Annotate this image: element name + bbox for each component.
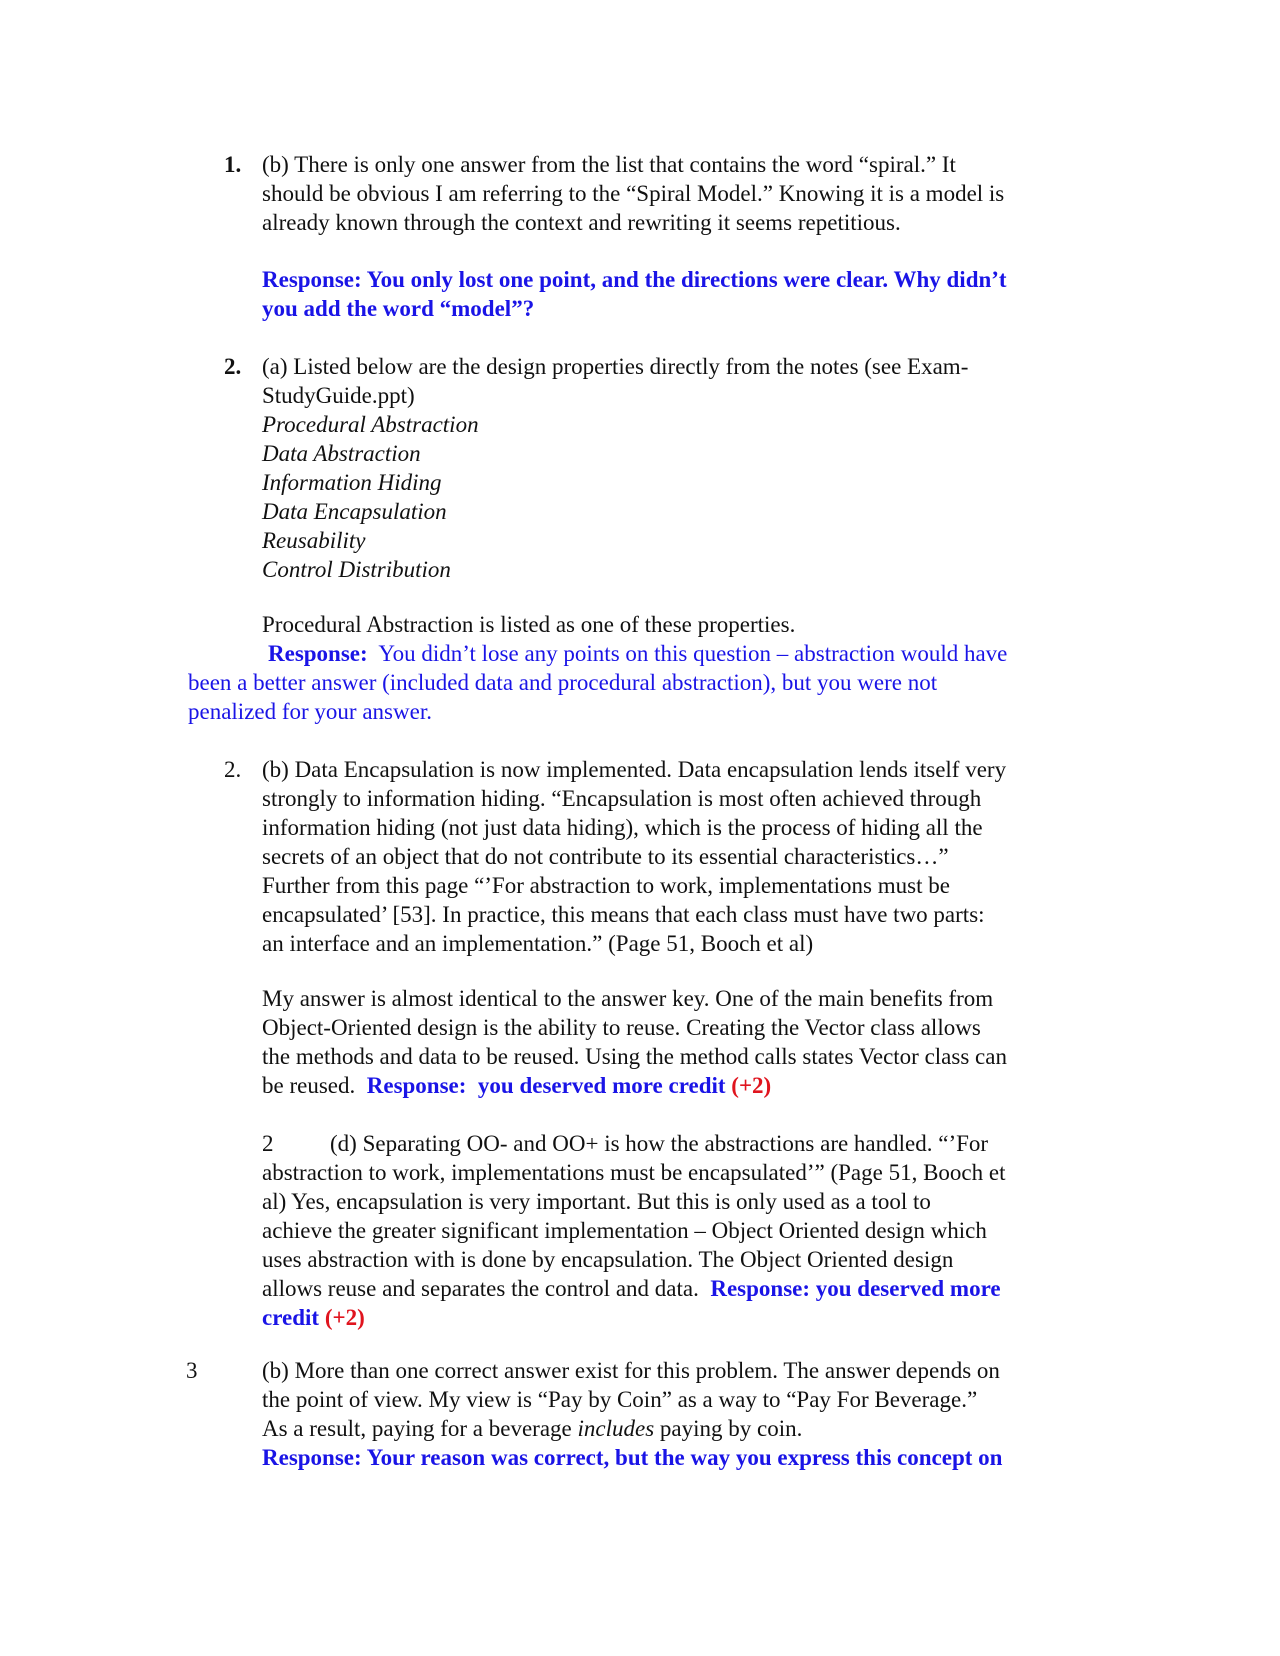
text-line: Further from this page “’For abstraction to work, implementations must be [262, 873, 950, 898]
property-item: Data Abstraction [262, 441, 421, 466]
property-item: Data Encapsulation [262, 499, 447, 524]
text-line: should be obvious I am referring to the “Spiral Model.” Knowing it is a model is [262, 181, 1005, 206]
response-q2d-cont: credit [262, 1305, 325, 1330]
points-badge: (+2) [731, 1073, 772, 1098]
item-number-3: 3 [186, 1358, 198, 1383]
text-line: Object-Oriented design is the ability to reuse. Creating the Vector class allows [262, 1015, 981, 1040]
answer-q3 [262, 1356, 1090, 1472]
item-number-2d: 2 [262, 1131, 274, 1156]
response-line: penalized for your answer. [188, 699, 432, 724]
text-line: My answer is almost identical to the answer key. One of the main benefits from [262, 986, 994, 1011]
emphasis-text: includes [577, 1416, 655, 1441]
text-line: abstraction to work, implementations must be encapsulated’” (Page 51, Booch et [262, 1160, 1006, 1185]
response-q2a [188, 639, 1090, 726]
text-span: be reused. [262, 1073, 367, 1098]
statement-q2a: Procedural Abstraction is listed as one of these properties. [262, 612, 796, 637]
text-line [262, 1274, 1090, 1303]
text-line: achieve the greater significant implementation – Object Oriented design which [262, 1218, 987, 1243]
property-item: Reusability [262, 528, 366, 553]
answer-q2c [262, 984, 1090, 1100]
response-q3: Response: Your reason was correct, but the way you express this concept on [262, 1445, 1003, 1470]
text-line: the point of view. My view is “Pay by Coin” as a way to “Pay For Beverage.” [262, 1387, 978, 1412]
answer-q2d [262, 1129, 1090, 1332]
response-line [188, 639, 1090, 668]
text-line: encapsulated’ [53]. In practice, this means that each class must have two parts: [262, 902, 985, 927]
text-span: allows reuse and separates the control and data. [262, 1276, 711, 1301]
property-item: Information Hiding [262, 470, 442, 495]
response-line: you add the word “model”? [262, 296, 535, 321]
text-line: the methods and data to be reused. Using the method calls states Vector class can [262, 1044, 1007, 1069]
text-span: As a result, paying for a beverage [262, 1416, 578, 1441]
item-number-2b: 2. [224, 757, 242, 782]
response-q2c: Response: you deserved more credit [366, 1073, 732, 1098]
text-line: secrets of an object that do not contribute to its essential characteristics…” [262, 844, 949, 869]
text-line: information hiding (not just data hiding), which is the process of hiding all the [262, 815, 983, 840]
response-line: Response: You only lost one point, and the directions were clear. Why didn’t [262, 267, 1007, 292]
answer-q1 [262, 150, 1090, 237]
text-line: StudyGuide.ppt) [262, 383, 415, 408]
property-item: Procedural Abstraction [262, 412, 479, 437]
points-badge: (+2) [324, 1305, 365, 1330]
text-line: strongly to information hiding. “Encapsulation is most often achieved through [262, 786, 982, 811]
text-line [262, 1129, 1090, 1158]
response-q1 [262, 265, 1090, 323]
text-line: uses abstraction with is done by encapsulation. The Object Oriented design [262, 1247, 954, 1272]
text-span: (d) Separating OO- and OO+ is how the abstractions are handled. “’For [330, 1131, 989, 1156]
text-line: (b) More than one correct answer exist for this problem. The answer depends on [262, 1358, 1000, 1383]
response-text: You didn’t lose any points on this question – abstraction would have [367, 641, 1008, 666]
text-line: al) Yes, encapsulation is very important. But this is only used as a tool to [262, 1189, 931, 1214]
response-line: been a better answer (included data and procedural abstraction), but you were not [188, 670, 938, 695]
item-number-1: 1. [224, 152, 242, 177]
response-label: Response: [268, 641, 368, 666]
text-span: paying by coin. [654, 1416, 803, 1441]
answer-q2a [262, 352, 1090, 584]
text-line [262, 1303, 1090, 1332]
answer-q2b [262, 755, 1090, 958]
text-line: (b) Data Encapsulation is now implemented. Data encapsulation lends itself very [262, 757, 1007, 782]
text-line: already known through the context and rewriting it seems repetitious. [262, 210, 901, 235]
text-line: an interface and an implementation.” (Page 51, Booch et al) [262, 931, 814, 956]
text-line [262, 1071, 1090, 1100]
property-item: Control Distribution [262, 557, 451, 582]
text-line: (a) Listed below are the design properties directly from the notes (see Exam- [262, 354, 969, 379]
response-q2d: Response: you deserved more [710, 1276, 1001, 1301]
item-number-2a: 2. [224, 354, 242, 379]
text-line [262, 1414, 1090, 1443]
text-line: (b) There is only one answer from the list that contains the word “spiral.” It [262, 152, 956, 177]
